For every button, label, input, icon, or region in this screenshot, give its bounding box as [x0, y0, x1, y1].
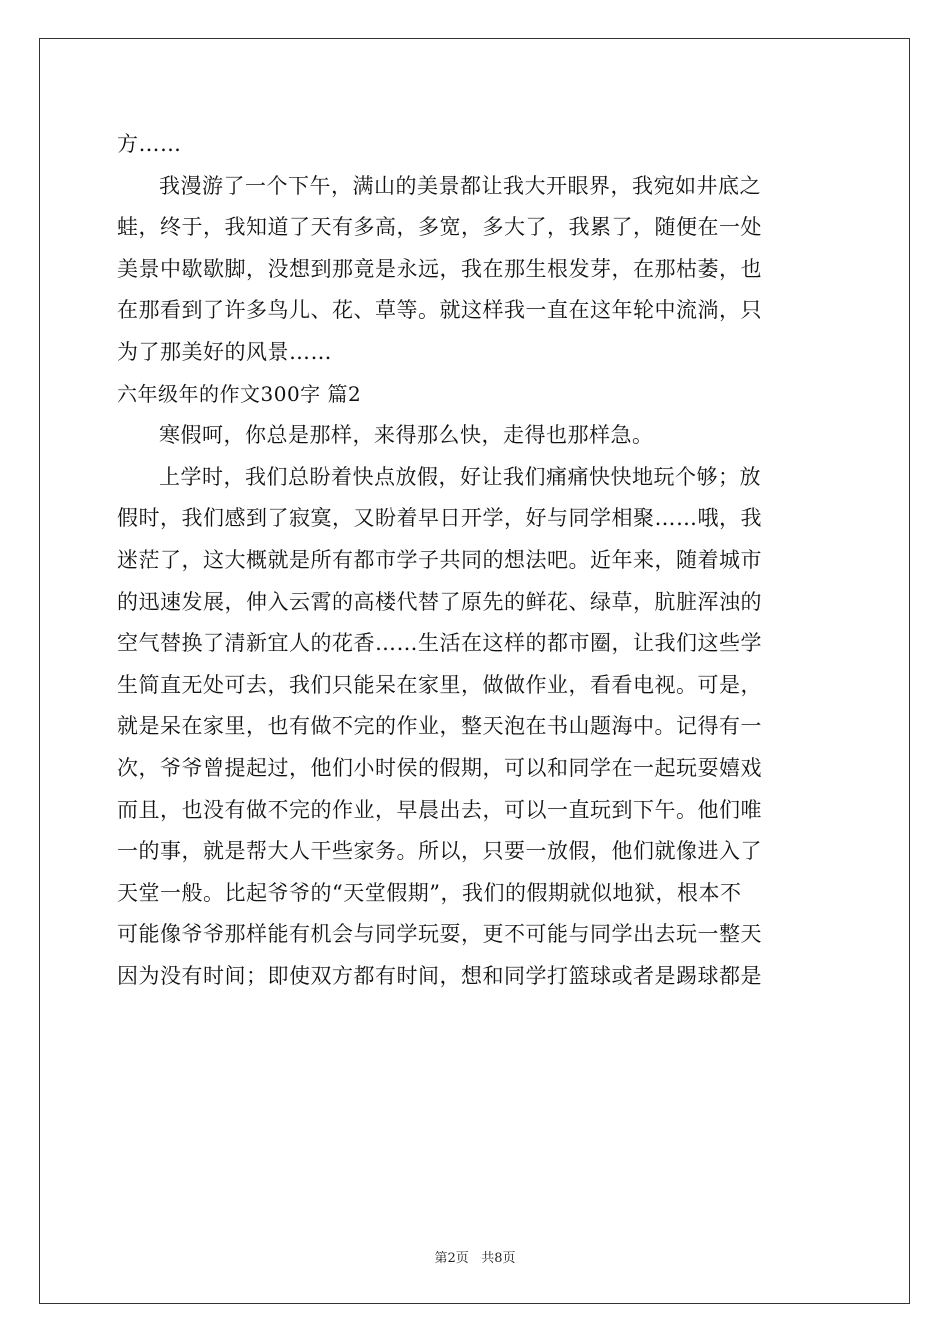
text-line: 的迅速发展，伸入云霄的高楼代替了原先的鲜花、绿草，肮脏浑浊的: [117, 589, 762, 614]
text-line: 在那看到了许多鸟儿、花、草等。就这样我一直在这年轮中流淌，只: [117, 298, 762, 323]
section-heading: 六年级年的作文300字 篇2: [117, 381, 362, 406]
text-line: 美景中歇歇脚，没想到那竟是永远，我在那生根发芽，在那枯萎，也: [117, 256, 762, 281]
text-line: 可能像爷爷那样能有机会与同学玩耍，更不可能与同学出去玩一整天: [117, 922, 762, 947]
text-line: 假时，我们感到了寂寞，又盼着早日开学，好与同学相聚……哦，我: [117, 506, 762, 531]
text-line: 寒假呵，你总是那样，来得那么快，走得也那样急。: [159, 423, 654, 448]
text-line: 为了那美好的风景……: [117, 339, 332, 364]
text-line: 蛙，终于，我知道了天有多高，多宽，多大了，我累了，随便在一处: [117, 215, 762, 240]
text-line: 天堂一般。比起爷爷的“天堂假期”，我们的假期就似地狱，根本不: [117, 880, 742, 905]
text-line: 上学时，我们总盼着快点放假，好让我们痛痛快快地玩个够；放: [159, 464, 761, 489]
page-number: 第2页: [434, 1251, 469, 1266]
page-footer: [0, 1247, 950, 1266]
text-line: 我漫游了一个下午，满山的美景都让我大开眼界，我宛如井底之: [159, 173, 761, 198]
text-line: 因为没有时间；即使双方都有时间，想和同学打篮球或者是踢球都是: [117, 963, 762, 988]
page-total: 共8页: [481, 1251, 516, 1266]
text-line: 就是呆在家里，也有做不完的作业，整天泡在书山题海中。记得有一: [117, 714, 762, 739]
text-line: 一的事，就是帮大人干些家务。所以，只要一放假，他们就像进入了: [117, 839, 762, 864]
document-body: [117, 124, 835, 997]
text-line: 生简直无处可去，我们只能呆在家里，做做作业，看看电视。可是，: [117, 672, 762, 697]
text-line: 迷茫了，这大概就是所有都市学子共同的想法吧。近年来，随着城市: [117, 547, 762, 572]
text-line: 而且，也没有做不完的作业，早晨出去，可以一直玩到下午。他们唯: [117, 797, 762, 822]
text-line: 方……: [117, 132, 182, 156]
text-line: 空气替换了清新宜人的花香……生活在这样的都市圈，让我们这些学: [117, 631, 762, 656]
text-line: 次，爷爷曾提起过，他们小时侯的假期，可以和同学在一起玩耍嬉戏: [117, 755, 762, 780]
